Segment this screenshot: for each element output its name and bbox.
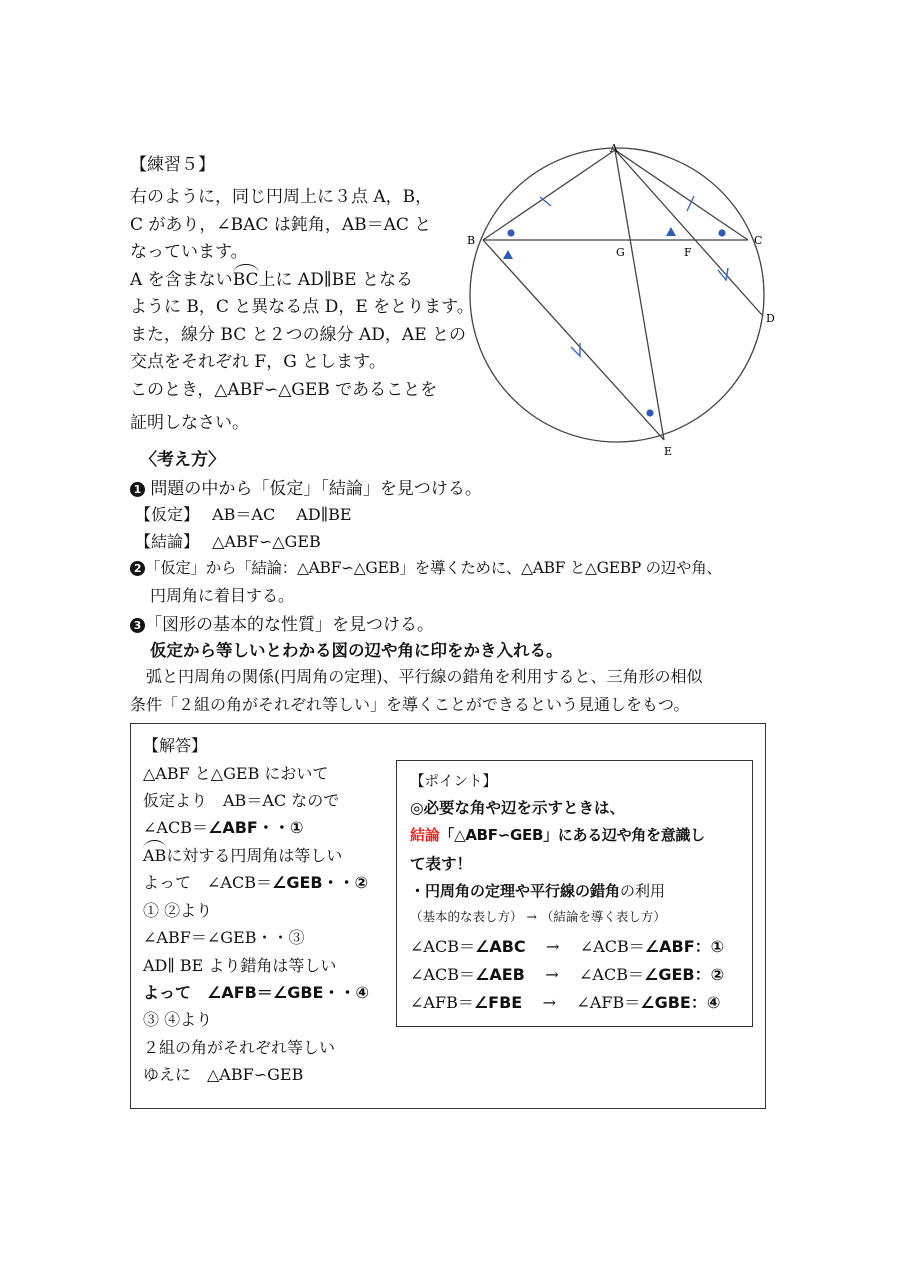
approach-para-1: 弧と円周角の関係(円周角の定理)、平行線の錯角を利用すると、三角形の相似 <box>146 667 703 686</box>
step-1-number: 1 <box>130 482 145 497</box>
problem-heading: 【練習５】 <box>130 155 215 175</box>
segment-ad <box>615 150 762 315</box>
point-heading: 【ポイント】 <box>410 774 497 790</box>
approach-step-2b: 円周角に着目する。 <box>150 586 295 605</box>
point-line-2: 結論「△ABF∽GEB」にある辺や角を意識し <box>410 826 705 844</box>
answer-line-9: よって ∠AFB＝∠GBE・・④ <box>143 983 370 1002</box>
answer-line-7: ∠ABF＝∠GEB・・③ <box>143 928 305 947</box>
approach-step-1: 1 問題の中から「仮定」「結論」を見つける。 <box>130 474 482 499</box>
problem-line-2: C があり，∠BAC は鈍角，AB＝AC と <box>130 215 432 235</box>
point-row-2: ∠ACB＝∠AEB → ∠ACB＝∠GEB：② <box>410 965 725 984</box>
arrow-ad <box>718 268 728 280</box>
point-line-1: ◎必要な角や辺を示すときは、 <box>410 799 626 817</box>
answer-line-10: ③ ④より <box>143 1010 213 1029</box>
answer-line-1: △ABF と△GEB において <box>143 764 329 783</box>
problem-line-3: なっています。 <box>130 242 248 262</box>
dot-b <box>507 229 514 236</box>
approach-step-3-bold: 仮定から等しいとわかる図の辺や角に印をかき入れる。 <box>150 641 563 660</box>
tick-ab <box>540 197 551 206</box>
segment-be <box>483 240 664 440</box>
answer-line-2: 仮定より AB＝AC なので <box>143 791 340 810</box>
answer-line-6: ① ②より <box>143 901 213 920</box>
approach-step-2: 2 「仮定」から「結論：△ABF∽△GEB」を導くために、△ABF と△GEBP の辺や角、 <box>130 556 722 578</box>
conclusion: 【結論】 △ABF∽△GEB <box>135 532 321 551</box>
answer-line-4: ABに対する円周角は等しい <box>143 846 343 865</box>
label-g: G <box>616 246 625 259</box>
arc-bc: BC <box>232 270 259 290</box>
answer-line-3: ∠ACB＝∠ABF・・① <box>143 818 304 837</box>
arc-ab: AB <box>143 846 167 865</box>
point-row-1: ∠ACB＝∠ABC → ∠ACB＝∠ABF：① <box>410 937 725 956</box>
problem-line-6: また，線分 BC と２つの線分 AD，AE との <box>130 325 467 345</box>
approach-step-3: 3 「図形の基本的な性質」を見つける。 <box>130 610 434 635</box>
problem-line-1: 右のように，同じ円周上に３点 A，B， <box>130 187 433 207</box>
point-line-3: て表す！ <box>410 855 473 873</box>
circle <box>470 148 764 442</box>
problem-line-9: 証明しなさい。 <box>130 413 249 433</box>
problem-line-8: このとき，△ABF∽△GEB であることを <box>130 380 438 400</box>
problem-line-4: A を含まないBC上に AD∥BE となる <box>130 270 413 290</box>
triangle-f <box>666 227 676 236</box>
step-2-number: 2 <box>130 561 145 576</box>
answer-heading: 【解答】 <box>143 736 208 755</box>
point-line-5: （基本的な表し方） → （結論を導く表し方） <box>410 909 666 924</box>
problem-line-7: 交点をそれぞれ F，G とします。 <box>130 352 386 372</box>
assumption: 【仮定】 AB＝AC AD∥BE <box>135 505 352 524</box>
answer-line-11: ２組の角がそれぞれ等しい <box>143 1038 336 1057</box>
triangle-b <box>503 250 513 259</box>
approach-heading: 〈考え方〉 <box>140 450 225 470</box>
label-f: F <box>684 246 692 259</box>
step-3-number: 3 <box>130 618 145 633</box>
segment-ab <box>483 150 615 240</box>
label-b: B <box>467 234 476 247</box>
point-row-3: ∠AFB＝∠FBE → ∠AFB＝∠GBE：④ <box>410 993 721 1012</box>
geometry-figure <box>440 130 780 460</box>
dot-e <box>646 409 653 416</box>
answer-line-12: ゆえに △ABF∽GEB <box>143 1065 304 1084</box>
answer-line-8: AD∥ BE より錯角は等しい <box>143 956 337 975</box>
label-e: E <box>664 445 673 458</box>
approach-para-2: 条件「２組の角がそれぞれ等しい」を導くことができるという見通しをもつ。 <box>130 695 690 714</box>
label-a: A <box>610 142 618 155</box>
problem-line-5: ように B，C と異なる点 D，E をとります。 <box>130 297 474 317</box>
point-conclusion-red: 結論 <box>410 826 440 844</box>
label-d: D <box>766 312 775 325</box>
segment-ae <box>615 150 664 440</box>
label-c: C <box>754 234 763 247</box>
point-line-4: ・円周角の定理や平行線の錯角の利用 <box>410 882 666 900</box>
answer-line-5: よって ∠ACB＝∠GEB・・② <box>143 873 369 892</box>
dot-c <box>718 229 725 236</box>
